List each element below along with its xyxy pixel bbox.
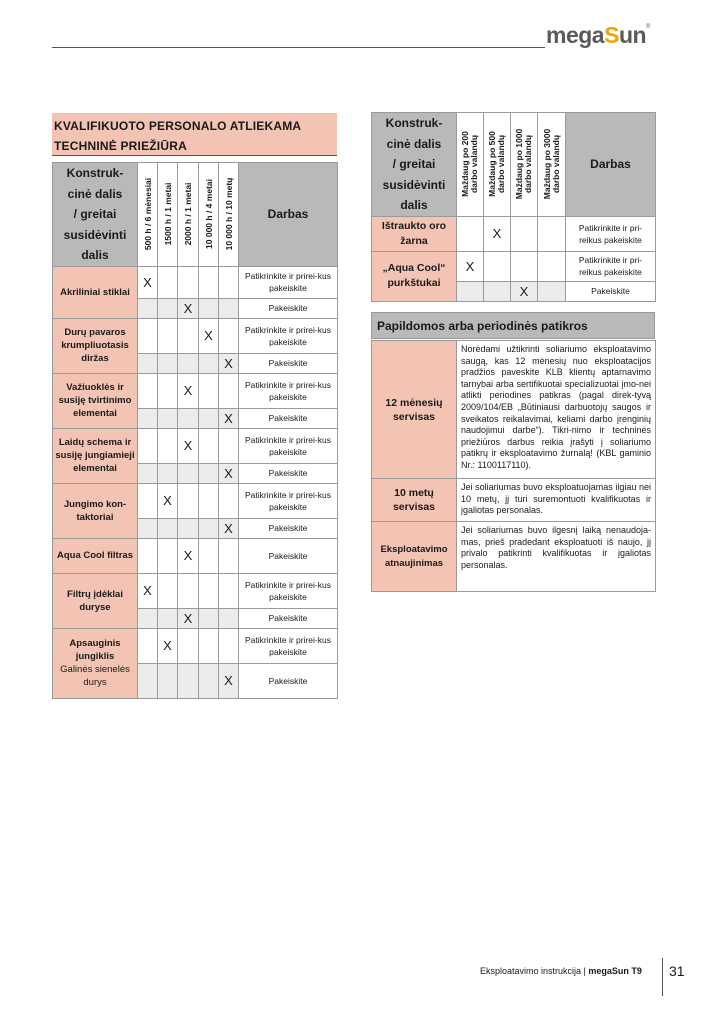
interval-mark: X [219,663,239,698]
interval-mark: X [178,373,199,408]
footer-separator [662,958,663,996]
work-cell: Pakeiskite [239,353,338,373]
interval-mark [178,483,199,518]
interval-mark [138,518,158,538]
table-row [53,373,338,408]
component-header: Konstruk- cinė dalis / greitai susidėvinti dalis [53,163,138,267]
interval-mark [219,298,239,318]
component-name: Važiuoklės ir susiję tvirtinimo elementai [53,373,138,428]
interval-header: 10 000 h / 4 metai [199,163,219,267]
interval-mark [219,428,239,463]
interval-mark [138,408,158,428]
interval-mark [158,428,178,463]
table-row [53,483,338,518]
interval-mark: X [457,251,484,281]
table-row [53,318,338,353]
interval-mark [178,628,199,663]
work-cell: Pakeiskite [239,663,338,698]
interval-mark [138,373,158,408]
check-text: Jei soliariumas buvo ilgesnį laiką nenaudoja-mas, prieš pradedant eksploatuoti iš naujo, jį privalo patikrinti kvalifikuotas ir įgaliotas personalas. [457,522,656,592]
work-cell: Patikrinkite ir prirei-kus pakeiskite [239,318,338,353]
check-label: 10 metų servisas [372,479,457,522]
work-cell: Pakeiskite [239,463,338,483]
interval-mark [199,483,219,518]
interval-header: 500 h / 6 mėnesiai [138,163,158,267]
interval-mark [219,266,239,298]
component-name: Apsauginis jungiklis Galinės sienelės durys [53,628,138,698]
page-number: 31 [669,963,685,979]
interval-mark [538,281,566,301]
interval-mark [199,353,219,373]
component-name: Durų pavaros krumpliuotasis diržas [53,318,138,373]
interval-mark: X [219,463,239,483]
component-name: Filtrų įdėklai duryse [53,573,138,628]
table-row [53,573,338,608]
interval-mark [199,518,219,538]
interval-mark [158,353,178,373]
interval-mark [138,608,158,628]
interval-mark [219,608,239,628]
interval-mark [219,573,239,608]
work-cell: Patikrinkite ir prirei-kus pakeiskite [239,373,338,408]
interval-mark [158,463,178,483]
maintenance-table [52,162,338,699]
work-cell: Pakeiskite [239,298,338,318]
interval-mark [199,463,219,483]
footer-text: Eksploatavimo instrukcija | megaSun T9 [480,966,642,976]
check-row [372,522,656,592]
interval-mark: X [511,281,538,301]
work-cell: Pakeiskite [239,608,338,628]
interval-mark [158,318,178,353]
interval-mark [199,298,219,318]
interval-mark: X [138,573,158,608]
interval-mark [511,251,538,281]
interval-mark [199,538,219,573]
interval-header: 1500 h / 1 metai [158,163,178,267]
interval-mark [178,408,199,428]
component-name: Aqua Cool filtras [53,538,138,573]
interval-mark: X [484,216,511,251]
work-cell: Patikrinkite ir prirei-kus pakeiskite [239,483,338,518]
interval-mark: X [178,538,199,573]
interval-mark [199,573,219,608]
interval-mark [484,251,511,281]
interval-mark [199,663,219,698]
work-cell: Patikrinkite ir prirei-kus pakeiskite [239,266,338,298]
table-row [53,628,338,663]
component-header: Konstruk- cinė dalis / greitai susidėvinti dalis [372,113,457,217]
interval-mark: X [138,266,158,298]
interval-mark [457,216,484,251]
component-name: Laidų schema ir susiję jungiamieji elementai [53,428,138,483]
interval-mark [158,663,178,698]
interval-mark [199,266,219,298]
interval-mark [219,628,239,663]
work-cell: Patikrinkite ir pri-reikus pakeiskite [566,216,656,251]
interval-mark [158,538,178,573]
interval-mark: X [178,608,199,628]
interval-mark: X [178,298,199,318]
work-cell: Patikrinkite ir pri-reikus pakeiskite [566,251,656,281]
interval-mark [484,281,511,301]
interval-mark [158,608,178,628]
table-row [53,428,338,463]
check-label: Eksploatavimo atnaujinimas [372,522,457,592]
interval-mark [158,266,178,298]
extra-checks-title: Papildomos arba periodinės patikros [371,312,655,339]
interval-mark [158,373,178,408]
interval-mark [158,298,178,318]
check-row [372,479,656,522]
check-label: 12 mėnesių servisas [372,341,457,479]
work-cell: Pakeiskite [239,408,338,428]
interval-mark [199,428,219,463]
interval-mark [158,573,178,608]
table-row [372,251,656,281]
header-row [53,163,338,267]
interval-mark [138,663,158,698]
interval-mark [178,463,199,483]
interval-header: Maždaug po 500 darbo valandų [484,113,511,217]
table-row [53,538,338,573]
interval-mark [538,216,566,251]
interval-mark: X [219,518,239,538]
left-section-title: KVALIFIKUOTO PERSONALO ATLIEKAMA TECHNINĖ PRIEŽIŪRA [52,113,337,156]
interval-mark: X [158,483,178,518]
interval-mark [219,373,239,408]
interval-mark [219,538,239,573]
component-name: „Aqua Cool“ purkštukai [372,251,457,301]
interval-mark [138,298,158,318]
header-rule [52,47,545,48]
interval-mark [138,538,158,573]
interval-mark: X [158,628,178,663]
interval-mark [538,251,566,281]
interval-mark [138,483,158,518]
interval-mark [219,483,239,518]
component-name: Akriliniai stiklai [53,266,138,318]
interval-mark: X [178,428,199,463]
interval-mark [178,353,199,373]
check-text: Jei soliariumas buvo eksploatuojamas ilgiau nei 10 metų, jį turi suremontuoti kvalifikuotas ir įgaliotas personalas. [457,479,656,522]
interval-mark [178,663,199,698]
interval-mark [199,408,219,428]
header-row [372,113,656,217]
interval-mark [138,628,158,663]
interval-mark [178,318,199,353]
component-name: Ištraukto oro žarna [372,216,457,251]
work-cell: Pakeiskite [566,281,656,301]
check-row [372,341,656,479]
interval-mark [138,353,158,373]
interval-header: Maždaug po 3000 darbo valandų [538,113,566,217]
interval-header: 2000 h / 1 metai [178,163,199,267]
interval-mark [138,463,158,483]
check-text: Norėdami užtikrinti soliariumo eksploatavimo saugą, kas 12 mėnesių nuo eksploatacijos pradžios paveskite KLB klientų aptarnavimo tarnybai arba sertifikuotai specializuotai įmo-nei atlikti periodines patikras (pagal direk-tyvą 2009/104/EB „Būtiniausi darbuotojų saugos ir sveikatos reikalavimai, keliami darbo įrenginių naudojimui darbe“). Tikri-nimo ir techninės priežiūros darbus reikia įrašyti į soliariumo patikrų ir eksploatavimo žurnalą! (KBL gaminio Nr.: 1100117110). [457,341,656,479]
work-header: Darbas [239,163,338,267]
interval-header: 10 000 h / 10 metų [219,163,239,267]
interval-mark [178,573,199,608]
interval-mark [219,318,239,353]
interval-mark [158,518,178,538]
interval-mark [178,518,199,538]
extra-checks-table [371,340,656,592]
interval-mark [457,281,484,301]
work-header: Darbas [566,113,656,217]
interval-header: Maždaug po 200 darbo valandų [457,113,484,217]
table-row [372,216,656,251]
interval-mark [158,408,178,428]
interval-mark [138,318,158,353]
interval-mark [199,608,219,628]
operating-hours-table [371,112,656,302]
interval-mark: X [219,353,239,373]
work-cell: Patikrinkite ir prirei-kus pakeiskite [239,628,338,663]
interval-mark [511,216,538,251]
work-cell: Patikrinkite ir prirei-kus pakeiskite [239,573,338,608]
work-cell: Patikrinkite ir prirei-kus pakeiskite [239,428,338,463]
interval-mark [199,628,219,663]
interval-mark: X [199,318,219,353]
table-row [53,266,338,298]
component-name: Jungimo kon-taktoriai [53,483,138,538]
megasun-logo: megaSun® [546,22,650,48]
interval-mark [178,266,199,298]
interval-mark [138,428,158,463]
interval-mark [199,373,219,408]
interval-mark: X [219,408,239,428]
work-cell: Pakeiskite [239,518,338,538]
interval-header: Maždaug po 1000 darbo valandų [511,113,538,217]
work-cell: Pakeiskite [239,538,338,573]
